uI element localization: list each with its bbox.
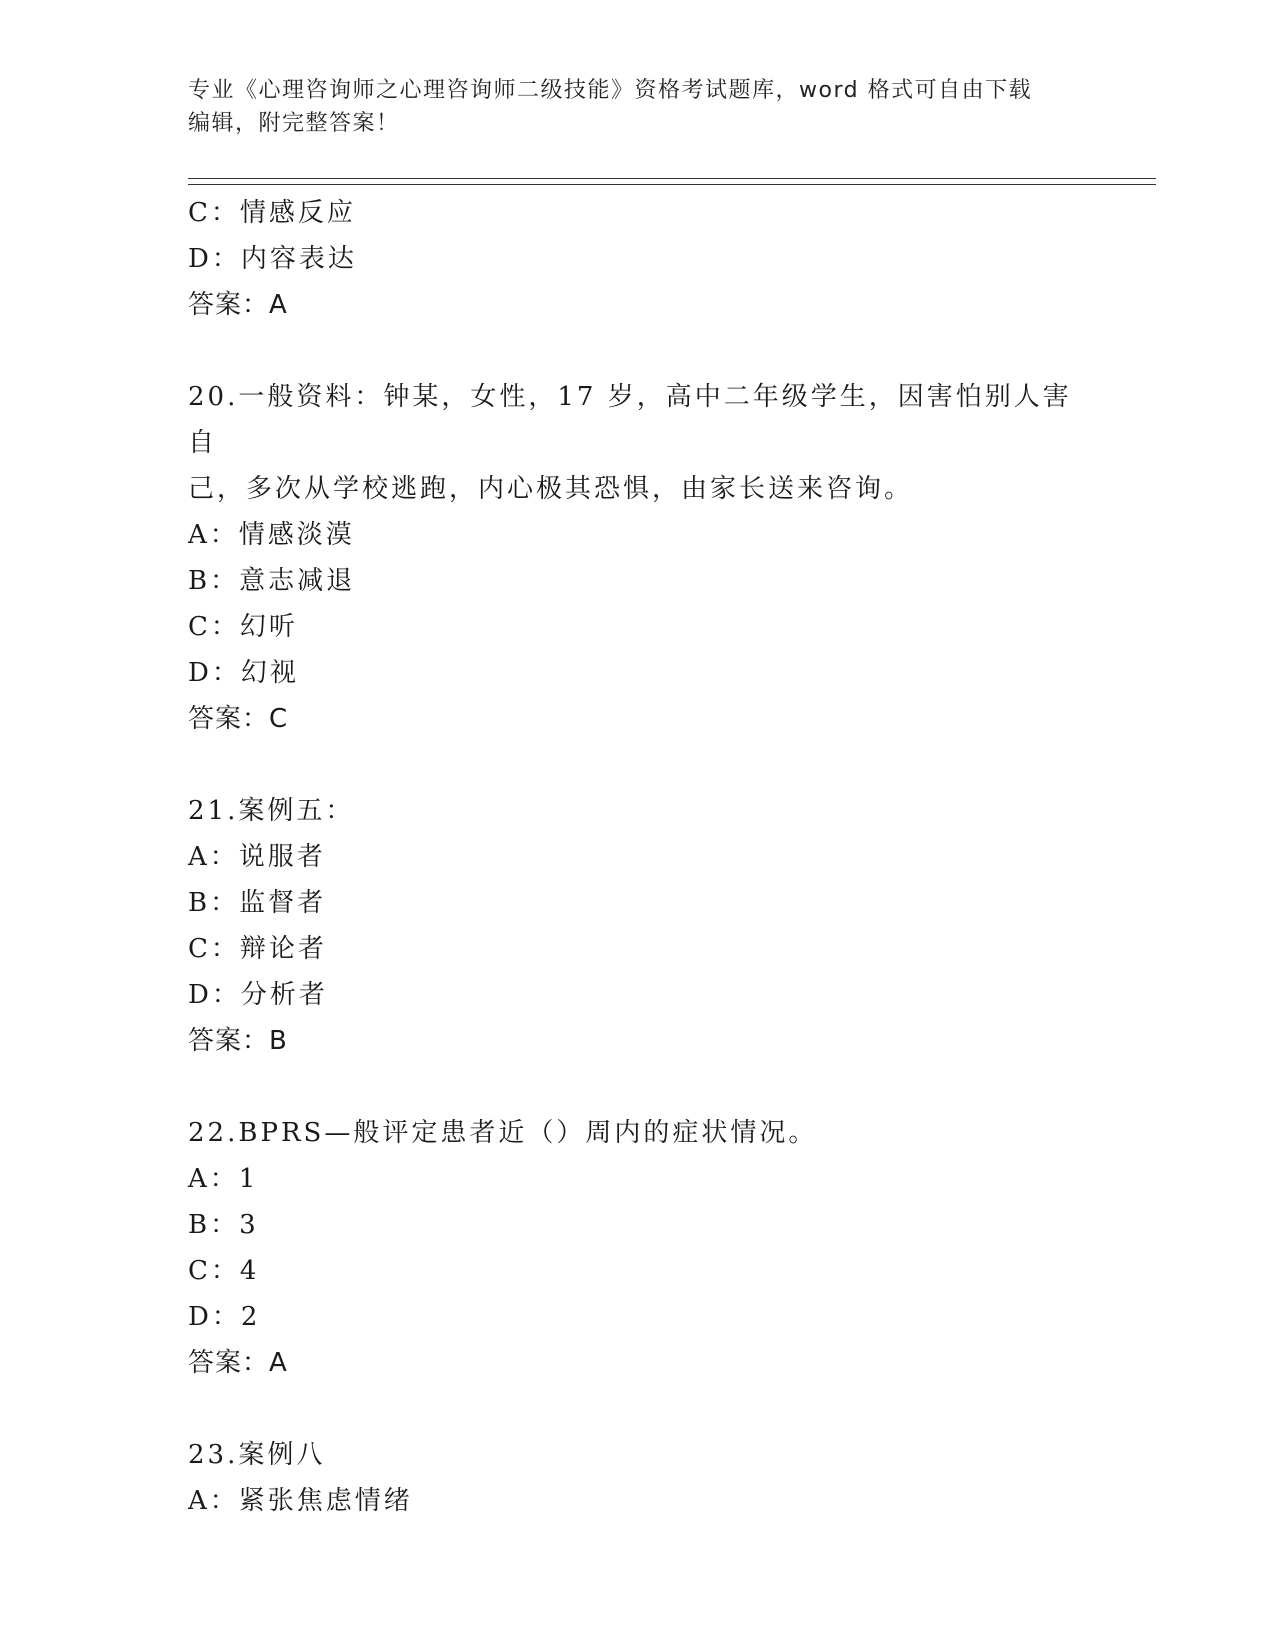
answer-line: 答案：C bbox=[188, 704, 289, 734]
question-stem: 21.案例五： bbox=[188, 796, 355, 826]
question-stem: 22.BPRS—般评定患者近（）周内的症状情况。 bbox=[188, 1118, 818, 1148]
option-a: A：说服者 bbox=[188, 842, 326, 872]
question-block-20 bbox=[188, 374, 1088, 742]
option-a: A：紧张焦虑情绪 bbox=[188, 1486, 413, 1516]
question-stem: 20.一般资料：钟某，女性，17 岁，高中二年级学生，因害怕别人害自 bbox=[188, 382, 1072, 458]
option-c: C：情感反应 bbox=[188, 198, 356, 228]
option-d: D：2 bbox=[188, 1302, 261, 1332]
header-rule-top bbox=[188, 178, 1156, 179]
header-line-2: 编辑，附完整答案！ bbox=[188, 111, 400, 136]
option-b: B：监督者 bbox=[188, 888, 327, 918]
question-block-prev bbox=[188, 190, 1088, 328]
question-stem: 23.案例八 bbox=[188, 1440, 326, 1470]
option-d: D：幻视 bbox=[188, 658, 299, 688]
header-line-1: 专业《心理咨询师之心理咨询师二级技能》资格考试题库，word 格式可自由下载 bbox=[188, 78, 1033, 103]
option-c: C：幻听 bbox=[188, 612, 298, 642]
question-block-23 bbox=[188, 1432, 1088, 1524]
option-d: D：内容表达 bbox=[188, 244, 357, 274]
header-rule-bottom bbox=[188, 184, 1156, 185]
option-b: B：意志减退 bbox=[188, 566, 356, 596]
option-a: A：1 bbox=[188, 1164, 259, 1194]
question-stem-continued: 己，多次从学校逃跑，内心极其恐惧，由家长送来咨询。 bbox=[188, 474, 914, 504]
option-c: C：4 bbox=[188, 1256, 260, 1286]
page-header bbox=[188, 74, 1088, 140]
option-b: B：3 bbox=[188, 1210, 259, 1240]
option-a: A：情感淡漠 bbox=[188, 520, 355, 550]
answer-line: 答案：B bbox=[188, 1026, 288, 1056]
question-list bbox=[188, 190, 1088, 1524]
option-c: C：辩论者 bbox=[188, 934, 327, 964]
question-block-22 bbox=[188, 1110, 1088, 1386]
answer-line: 答案：A bbox=[188, 1348, 288, 1378]
option-d: D：分析者 bbox=[188, 980, 328, 1010]
answer-line: 答案：A bbox=[188, 290, 288, 320]
question-block-21 bbox=[188, 788, 1088, 1064]
